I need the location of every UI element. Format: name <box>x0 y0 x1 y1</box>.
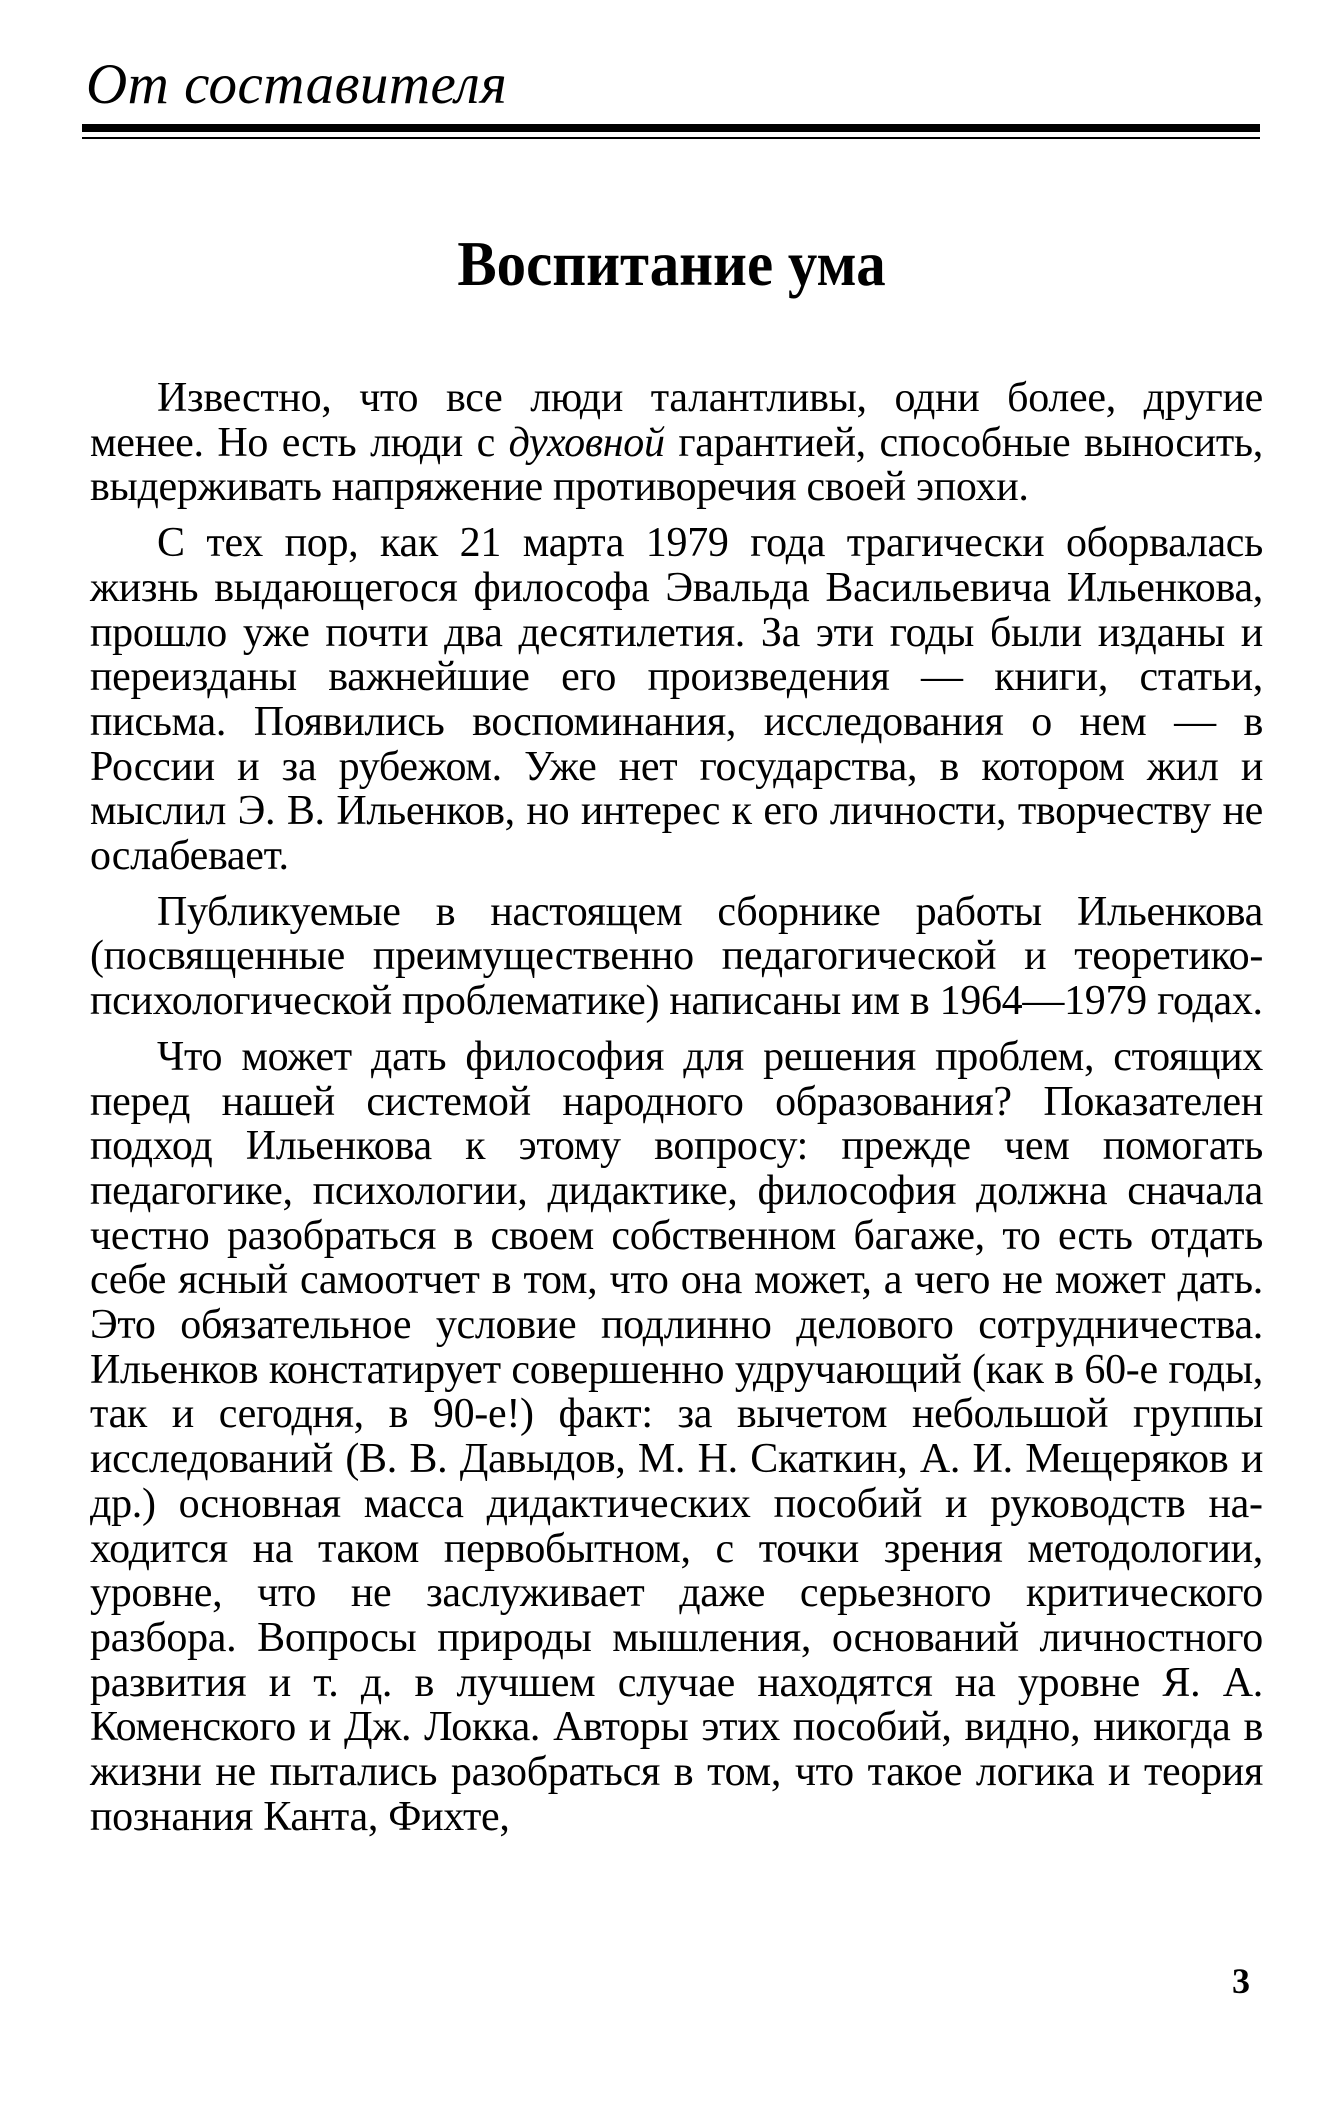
paragraph-3: Публикуемые в настоящем сборнике работы Ильенкова (посвященные преимущественно педагогической и теоретико-психологической проблематике) написаны им в 1964—1979 годах. <box>90 888 1263 1025</box>
paragraph-1-text-end: гарантией, способные выносить, выдерживать напряжение противоречия своей эпохи. <box>90 419 1263 511</box>
running-header: От составителя <box>86 53 508 116</box>
paragraph-2: С тех пор, как 21 марта 1979 года трагически оборвалась жизнь выдающегося философа Эвальда Васильевича Ильенкова, прошло уже почти два десятилетия. За эти годы были изданы и переизданы важнейшие его произведения — книги, статьи, письма. Появились воспоминания, исследования о нем — в России и за рубежом. Уже нет государства, в котором жил и мыслил Э. В. Ильенков, но интерес к его личности, творчеству не ослабевает. <box>90 520 1263 880</box>
paragraph-1-emphasis: духовной <box>508 419 665 466</box>
paragraph-1-text-start: Известно, что все люди талантливы, одни более, другие менее. Но есть люди с <box>90 375 1263 466</box>
paragraph-1 <box>90 376 1263 510</box>
chapter-title: Воспитание ума <box>457 228 886 299</box>
body-text <box>90 376 1263 1851</box>
header-rule-thin <box>82 137 1260 139</box>
header-rule-thick <box>82 124 1260 132</box>
page-number: 3 <box>1232 1961 1250 2001</box>
paragraph-4: Что может дать философия для решения проблем, стоящих перед нашей системой народного образования? Показателен подход Ильенкова к этому вопросу: прежде чем помогать педагогике, психологии, дидактике, философия должна сначала честно разобраться в своем собственном багаже, то есть отдать себе ясный самоотчет в том, что она может, а чего не может дать. Это обязательное условие подлинно делового сотрудничества. Ильенков констатирует совершенно удручающий (как в 60-е годы, так и сегодня, в 90-е!) факт: за вычетом небольшой группы исследований (В. В. Давыдов, М. Н. Скаткин, А. И. Мещеряков и др.) основная масса дидактических пособий и руководств находится на таком первобытном, с точки зрения методологии, уровне, что не заслуживает даже серьезного критического разбора. Вопросы природы мышления, оснований личностного развития и т. д. в лучшем случае находятся на уровне Я. А. Коменского и Дж. Локка. Авторы этих пособий, видно, никогда в жизни не пытались разобраться в том, что такое логика и теория познания Канта, Фихте, <box>90 1033 1263 1840</box>
